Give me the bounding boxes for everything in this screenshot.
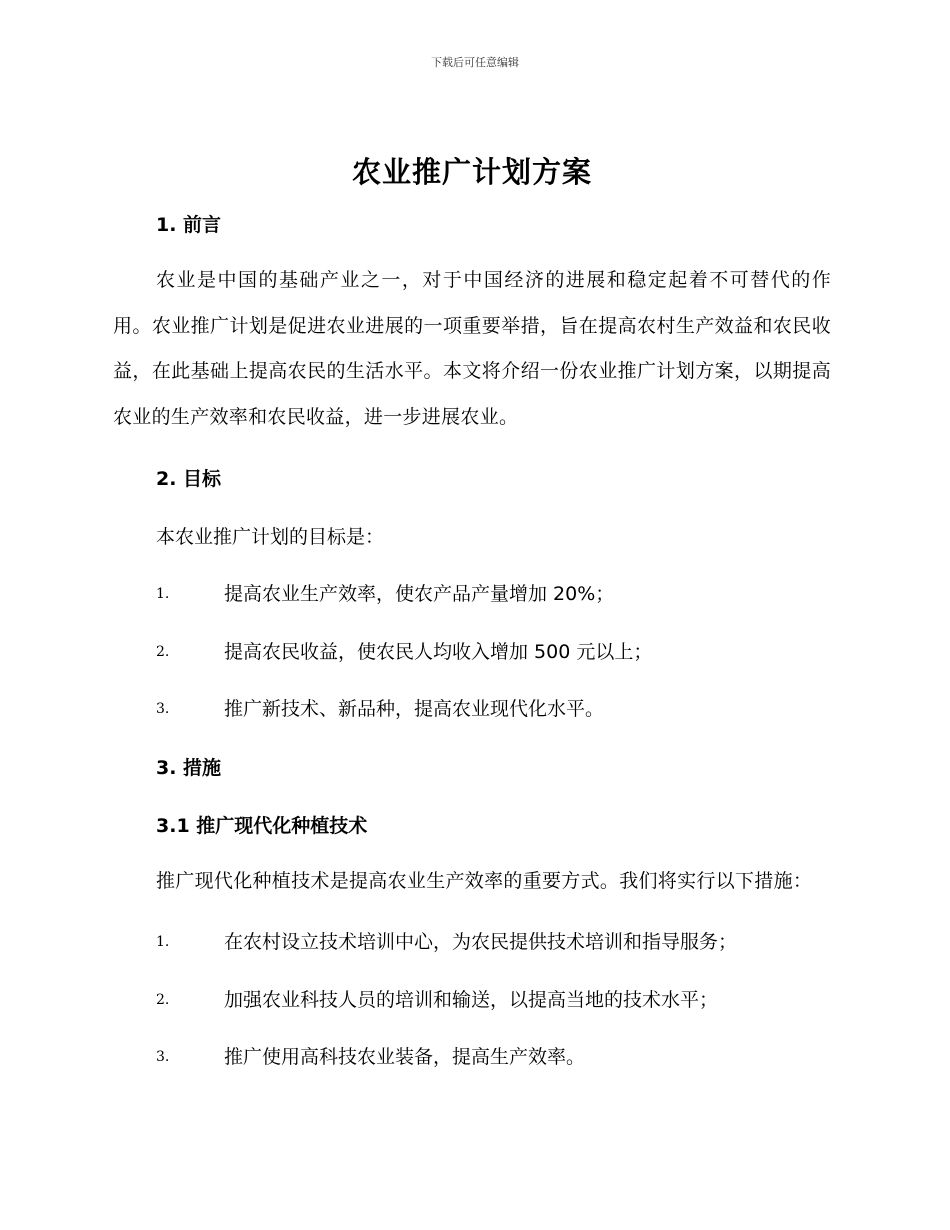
preface-paragraph: 农业是中国的基础产业之一，对于中国经济的进展和稳定起着不可替代的作用。农业推广计划是促进农业进展的一项重要举措，旨在提高农村生产效益和农民收益，在此基础上提高农民的生活水平。本文将介绍一份农业推广计划方案，以期提高农业的生产效率和农民收益，进一步进展农业。 <box>113 269 831 428</box>
list-item-text: 加强农业科技人员的培训和输送，以提高当地的技术水平； <box>224 988 719 1011</box>
list-item-number: 3. <box>156 701 170 717</box>
list-item <box>113 914 831 972</box>
list-item <box>113 681 831 739</box>
list-item-text: 提高农业生产效率，使农产品产量增加 20%； <box>224 583 615 605</box>
list-item <box>113 972 831 1030</box>
document-body <box>113 148 831 1087</box>
list-item-number: 1. <box>156 586 170 602</box>
goals-intro: 本农业推广计划的目标是： <box>156 526 385 548</box>
list-item <box>113 566 831 624</box>
list-item <box>113 1029 831 1087</box>
list-item-number: 2. <box>156 991 170 1008</box>
list-item-number: 1. <box>156 934 170 950</box>
subsection-heading-modern-tech: 3.1 推广现代化种植技术 <box>156 814 368 837</box>
document-title: 农业推广计划方案 <box>351 155 592 189</box>
section-heading-measures: 3. 措施 <box>156 756 222 779</box>
list-item <box>113 624 831 682</box>
list-item-number: 2. <box>156 643 170 660</box>
section-heading-preface: 1. 前言 <box>156 214 222 236</box>
list-item-text: 提高农民收益，使农民人均收入增加 500 元以上； <box>224 640 653 663</box>
page-header-watermark: 下载后可任意编辑 <box>431 56 519 69</box>
section-heading-goals: 2. 目标 <box>156 468 222 490</box>
list-item-text: 推广使用高科技农业装备，提高生产效率。 <box>224 1046 586 1068</box>
modern-tech-paragraph: 推广现代化种植技术是提高农业生产效率的重要方式。我们将实行以下措施： <box>156 869 813 892</box>
list-item-number: 3. <box>156 1049 170 1065</box>
goals-list <box>113 566 831 739</box>
list-item-text: 推广新技术、新品种，提高农业现代化水平。 <box>224 698 605 720</box>
measures-list <box>113 914 831 1087</box>
list-item-text: 在农村设立技术培训中心，为农民提供技术培训和指导服务； <box>224 931 738 953</box>
